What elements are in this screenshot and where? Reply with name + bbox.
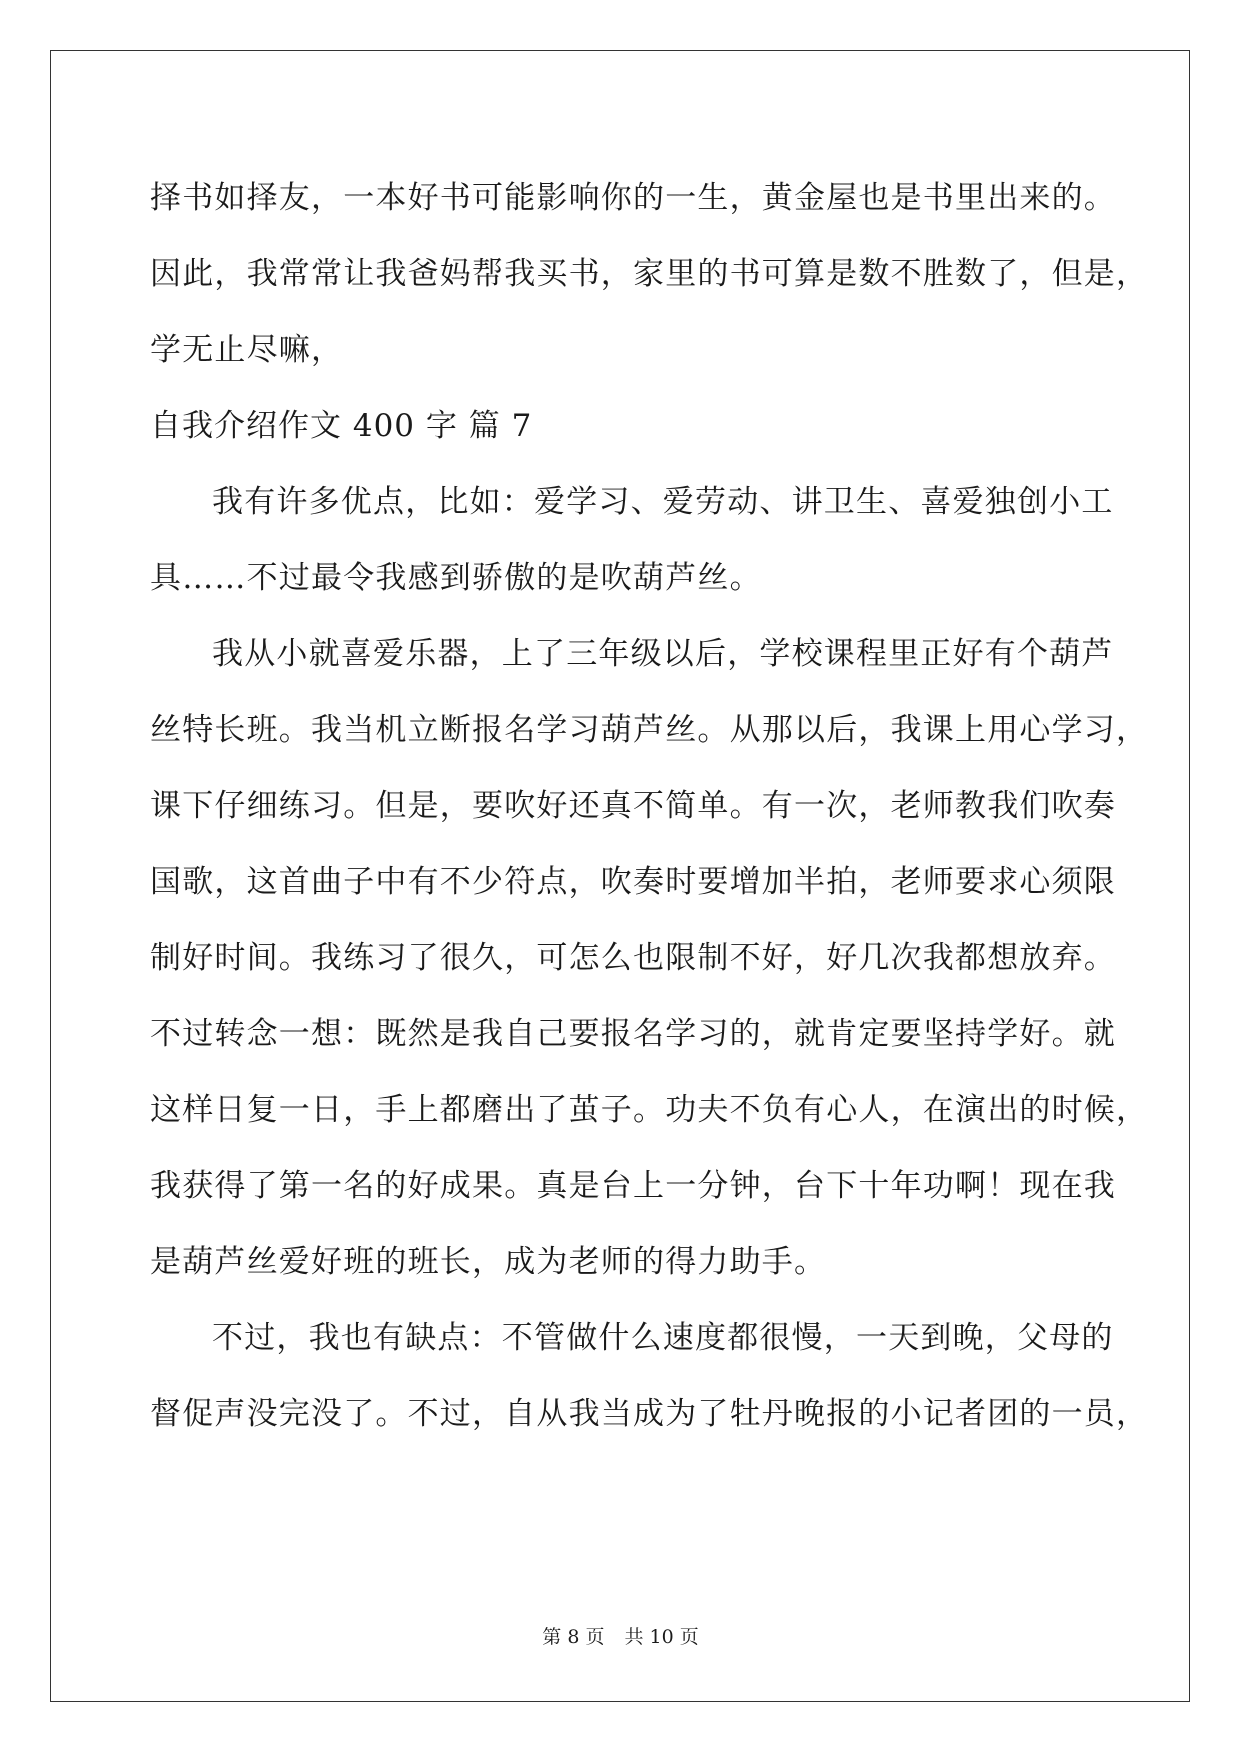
text-line-16: 不过，我也有缺点：不管做什么速度都很慢，一天到晚，父母的 bbox=[212, 1320, 1114, 1356]
section-heading: 自我介绍作文 400 字 篇 7 bbox=[150, 408, 533, 444]
text-line-15: 是葫芦丝爱好班的班长，成为老师的得力助手。 bbox=[150, 1244, 827, 1280]
document-body bbox=[150, 160, 1149, 1452]
text-line-8: 丝特长班。我当机立断报名学习葫芦丝。从那以后，我课上用心学习， bbox=[150, 712, 1149, 748]
text-line-6: 具……不过最令我感到骄傲的是吹葫芦丝。 bbox=[150, 560, 762, 596]
page-footer bbox=[0, 1622, 1241, 1649]
page-number-total: 共 10 页 bbox=[624, 1626, 699, 1648]
text-line-13: 这样日复一日，手上都磨出了茧子。功夫不负有心人，在演出的时候， bbox=[150, 1092, 1149, 1128]
text-line-7: 我从小就喜爱乐器，上了三年级以后，学校课程里正好有个葫芦 bbox=[212, 636, 1114, 672]
text-line-12: 不过转念一想：既然是我自己要报名学习的，就肯定要坚持学好。就 bbox=[150, 1016, 1116, 1052]
text-line-17: 督促声没完没了。不过，自从我当成为了牡丹晚报的小记者团的一员， bbox=[150, 1396, 1149, 1432]
text-line-5: 我有许多优点，比如：爱学习、爱劳动、讲卫生、喜爱独创小工 bbox=[212, 484, 1114, 520]
text-line-11: 制好时间。我练习了很久，可怎么也限制不好，好几次我都想放弃。 bbox=[150, 940, 1116, 976]
text-line-14: 我获得了第一名的好成果。真是台上一分钟，台下十年功啊！现在我 bbox=[150, 1168, 1116, 1204]
page-number-current: 第 8 页 bbox=[542, 1626, 605, 1648]
text-line-9: 课下仔细练习。但是，要吹好还真不简单。有一次，老师教我们吹奏 bbox=[150, 788, 1116, 824]
text-line-2: 因此，我常常让我爸妈帮我买书，家里的书可算是数不胜数了，但是， bbox=[150, 256, 1149, 292]
text-line-10: 国歌，这首曲子中有不少符点，吹奏时要增加半拍，老师要求心须限 bbox=[150, 864, 1116, 900]
text-line-3: 学无止尽嘛， bbox=[150, 332, 344, 368]
text-line-1: 择书如择友，一本好书可能影响你的一生，黄金屋也是书里出来的。 bbox=[150, 180, 1116, 216]
